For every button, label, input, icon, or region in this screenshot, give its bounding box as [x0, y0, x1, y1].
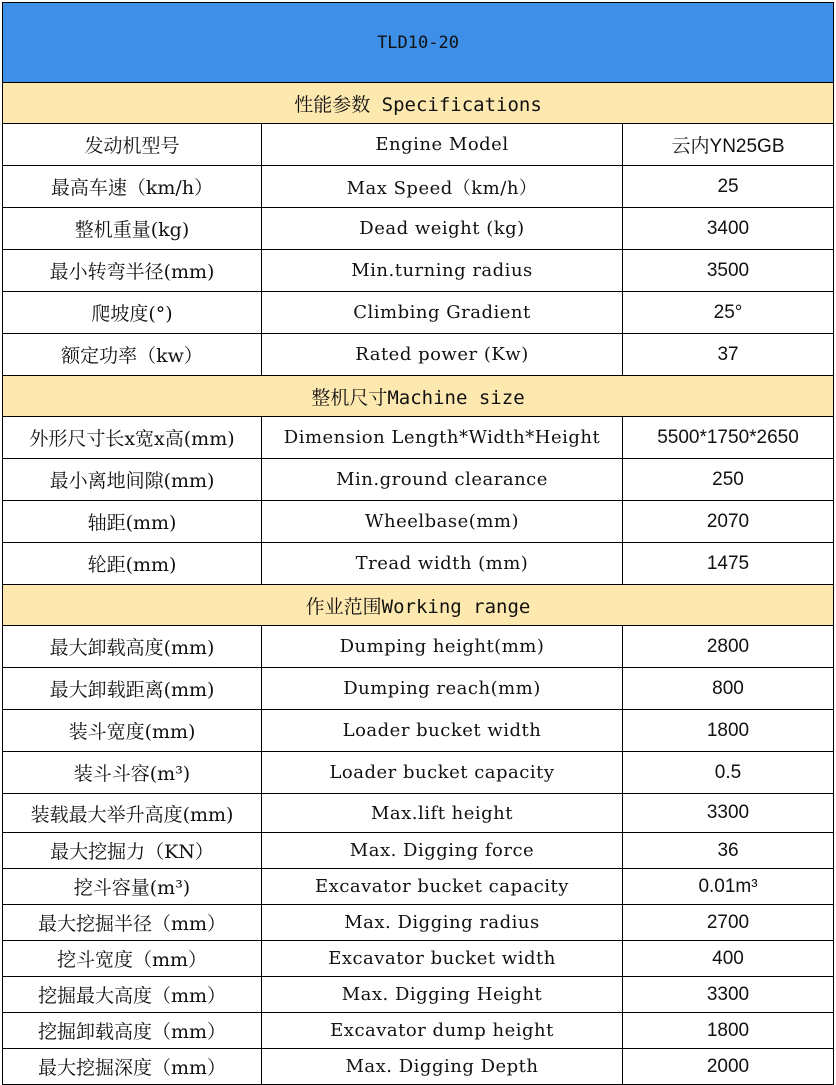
param-name-cn: 最高车速（km/h）: [3, 166, 262, 208]
table-row: [3, 794, 834, 833]
param-name-en: Dimension Length*Width*Height: [262, 417, 623, 459]
table-row: [3, 543, 834, 585]
param-name-cn: 挖斗容量(m³): [3, 869, 262, 905]
param-name-en: Dumping reach(mm): [262, 668, 623, 710]
param-name-en: Max. Digging force: [262, 833, 623, 869]
table-row: [3, 869, 834, 905]
param-value: 250: [623, 459, 834, 501]
param-name-en: Excavator bucket width: [262, 941, 623, 977]
title-row: [3, 3, 834, 83]
param-name-cn: 轴距(mm): [3, 501, 262, 543]
param-value: 2000: [623, 1049, 834, 1085]
param-name-en: Max. Digging Height: [262, 977, 623, 1013]
section-heading-row: [3, 585, 834, 626]
param-name-en: Rated power (Kw): [262, 334, 623, 376]
param-name-en: Max Speed（km/h）: [262, 166, 623, 208]
param-value: 0.01m³: [623, 869, 834, 905]
spec-table: [2, 2, 834, 1085]
table-row: [3, 166, 834, 208]
param-value: 800: [623, 668, 834, 710]
section-heading: 整机尺寸Machine size: [3, 376, 834, 417]
param-name-en: Excavator dump height: [262, 1013, 623, 1049]
param-name-cn: 轮距(mm): [3, 543, 262, 585]
param-value: 400: [623, 941, 834, 977]
param-name-cn: 最大挖掘力（KN）: [3, 833, 262, 869]
param-value: 1800: [623, 1013, 834, 1049]
param-name-en: Min.turning radius: [262, 250, 623, 292]
section-heading-row: [3, 83, 834, 124]
section-heading-row: [3, 376, 834, 417]
param-name-cn: 爬坡度(°): [3, 292, 262, 334]
param-name-cn: 外形尺寸长x宽x高(mm): [3, 417, 262, 459]
table-row: [3, 417, 834, 459]
param-name-en: Excavator bucket capacity: [262, 869, 623, 905]
table-row: [3, 1049, 834, 1085]
param-name-en: Loader bucket width: [262, 710, 623, 752]
param-value: 1475: [623, 543, 834, 585]
section-heading: 性能参数 Specifications: [3, 83, 834, 124]
table-row: [3, 334, 834, 376]
table-row: [3, 626, 834, 668]
param-name-en: Tread width (mm): [262, 543, 623, 585]
param-name-en: Max. Digging radius: [262, 905, 623, 941]
param-value: 2070: [623, 501, 834, 543]
table-row: [3, 977, 834, 1013]
param-name-en: Dead weight (kg): [262, 208, 623, 250]
param-value: 2800: [623, 626, 834, 668]
param-value: 5500*1750*2650: [623, 417, 834, 459]
param-name-cn: 最大卸载距离(mm): [3, 668, 262, 710]
param-name-cn: 挖掘卸载高度（mm）: [3, 1013, 262, 1049]
table-row: [3, 752, 834, 794]
param-value: 36: [623, 833, 834, 869]
table-row: [3, 501, 834, 543]
param-name-cn: 最小转弯半径(mm): [3, 250, 262, 292]
param-name-cn: 装载最大举升高度(mm): [3, 794, 262, 833]
table-row: [3, 459, 834, 501]
table-row: [3, 1013, 834, 1049]
table-row: [3, 905, 834, 941]
param-name-en: Min.ground clearance: [262, 459, 623, 501]
param-value: 3500: [623, 250, 834, 292]
param-name-cn: 最大挖掘半径（mm）: [3, 905, 262, 941]
param-name-en: Climbing Gradient: [262, 292, 623, 334]
param-name-en: Engine Model: [262, 124, 623, 166]
table-row: [3, 668, 834, 710]
param-name-cn: 最大卸载高度(mm): [3, 626, 262, 668]
param-name-cn: 整机重量(kg): [3, 208, 262, 250]
table-row: [3, 250, 834, 292]
param-value: 3300: [623, 794, 834, 833]
param-name-en: Max. Digging Depth: [262, 1049, 623, 1085]
param-name-cn: 额定功率（kw）: [3, 334, 262, 376]
param-name-en: Dumping height(mm): [262, 626, 623, 668]
param-value: 云内YN25GB: [623, 124, 834, 166]
param-name-en: Max.lift height: [262, 794, 623, 833]
param-name-en: Wheelbase(mm): [262, 501, 623, 543]
param-value: 37: [623, 334, 834, 376]
param-name-cn: 发动机型号: [3, 124, 262, 166]
param-value: 3400: [623, 208, 834, 250]
param-name-cn: 装斗宽度(mm): [3, 710, 262, 752]
param-value: 25: [623, 166, 834, 208]
section-heading: 作业范围Working range: [3, 585, 834, 626]
param-value: 2700: [623, 905, 834, 941]
param-name-cn: 挖斗宽度（mm）: [3, 941, 262, 977]
table-row: [3, 292, 834, 334]
param-value: 0.5: [623, 752, 834, 794]
table-row: [3, 208, 834, 250]
param-name-cn: 挖掘最大高度（mm）: [3, 977, 262, 1013]
param-value: 25°: [623, 292, 834, 334]
table-row: [3, 124, 834, 166]
param-value: 1800: [623, 710, 834, 752]
param-name-en: Loader bucket capacity: [262, 752, 623, 794]
param-name-cn: 最大挖掘深度（mm）: [3, 1049, 262, 1085]
param-value: 3300: [623, 977, 834, 1013]
table-row: [3, 941, 834, 977]
table-title: TLD10-20: [3, 3, 834, 83]
param-name-cn: 最小离地间隙(mm): [3, 459, 262, 501]
table-row: [3, 833, 834, 869]
table-row: [3, 710, 834, 752]
param-name-cn: 装斗斗容(m³): [3, 752, 262, 794]
